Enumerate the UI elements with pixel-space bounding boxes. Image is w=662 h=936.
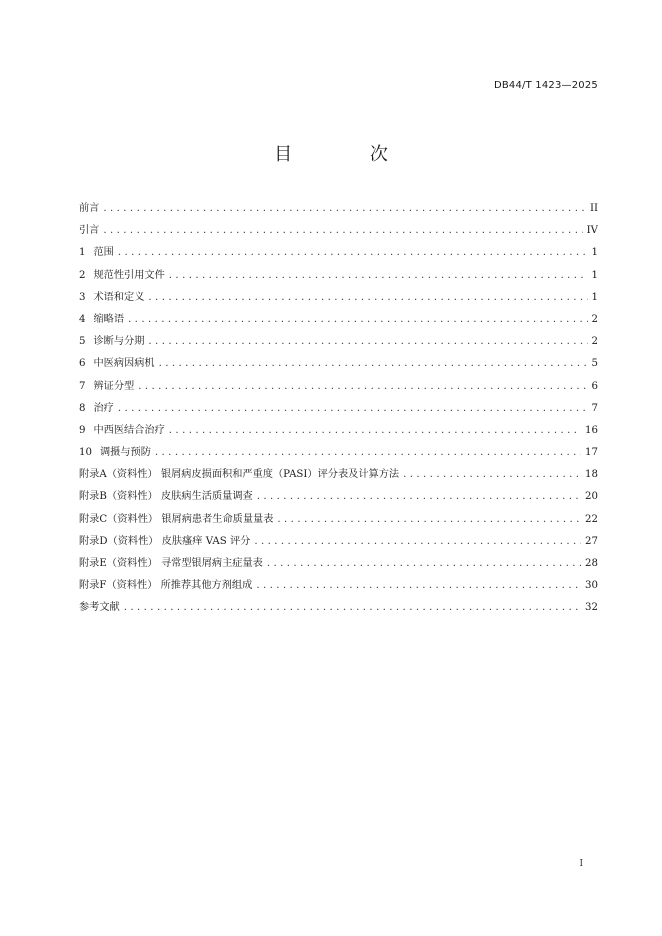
toc-entry-title: 中西医结合治疗 — [93, 424, 165, 436]
toc-entry-page: IV — [586, 225, 598, 237]
toc-entry-number: 8 — [79, 402, 86, 414]
toc-entry-number: 2 — [79, 269, 86, 281]
toc-entry-page: II — [589, 203, 598, 214]
toc-entry-number: 5 — [79, 336, 86, 348]
toc-leader-dots — [267, 558, 581, 569]
toc-entry[interactable] — [79, 332, 598, 354]
toc-entry-page: 16 — [585, 424, 598, 436]
document-code: DB44/T 1423—2025 — [493, 80, 598, 91]
toc-leader-dots — [118, 247, 588, 258]
toc-entry-title: 规范性引用文件 — [93, 269, 165, 281]
toc-entry[interactable] — [79, 288, 598, 310]
toc-leader-dots — [128, 314, 587, 325]
toc-entry-title: 附录F（资料性） 所推荐其他方剂组成 — [79, 580, 253, 592]
toc-entry-page: 17 — [585, 447, 598, 459]
toc-entry-title: 附录D（资料性） 皮肤瘙痒 VAS 评分 — [79, 535, 251, 547]
toc-entry-page: 1 — [591, 269, 598, 281]
toc-entry-page: 2 — [591, 336, 598, 348]
toc-entry[interactable] — [79, 598, 598, 620]
toc-entry-page: 28 — [585, 558, 598, 569]
toc-entry-title: 前言 — [79, 203, 100, 214]
toc-leader-dots — [169, 425, 581, 436]
toc-entry-title: 引言 — [79, 225, 100, 237]
toc-entry-number: 9 — [79, 424, 86, 436]
toc-entry-title: 附录E（资料性） 寻常型银屑病主症量表 — [79, 558, 263, 569]
toc-entry-title: 术语和定义 — [93, 291, 145, 303]
toc-leader-dots — [256, 580, 581, 591]
toc-leader-dots — [138, 381, 587, 392]
toc-leader-dots — [257, 491, 581, 502]
toc-entry-page: 27 — [585, 535, 598, 547]
toc-entry-page: 18 — [585, 469, 598, 481]
toc-entry-page: 6 — [591, 380, 598, 392]
toc-entry-title: 治疗 — [93, 402, 114, 414]
page-title: 目 次 — [274, 144, 424, 165]
toc-leader-dots — [103, 203, 586, 214]
toc-entry-page: 7 — [591, 402, 598, 414]
toc-entry[interactable] — [79, 465, 598, 487]
toc-leader-dots — [277, 514, 581, 525]
toc-entry[interactable] — [79, 266, 598, 288]
toc-leader-dots — [169, 270, 588, 281]
toc-entry[interactable] — [79, 554, 598, 576]
toc-leader-dots — [254, 536, 581, 547]
toc-entry[interactable] — [79, 399, 598, 421]
toc-entry-title: 参考文献 — [79, 602, 120, 614]
toc-entry-title: 辨证分型 — [93, 380, 135, 392]
toc-leader-dots — [403, 469, 581, 480]
page-number: I — [579, 859, 583, 869]
toc-entry-page: 1 — [591, 247, 598, 259]
toc-entry-number: 10 — [79, 447, 92, 459]
toc-entry-number: 4 — [79, 313, 86, 325]
toc-entry-number: 7 — [79, 380, 86, 392]
toc-leader-dots — [155, 447, 581, 458]
table-of-contents — [79, 199, 598, 621]
toc-entry[interactable] — [79, 354, 598, 376]
toc-leader-dots — [103, 225, 582, 236]
toc-entry-page: 30 — [585, 580, 598, 592]
toc-entry[interactable] — [79, 243, 598, 265]
toc-entry-title: 附录C（资料性） 银屑病患者生命质量量表 — [79, 513, 274, 525]
toc-entry[interactable] — [79, 443, 598, 465]
toc-entry-title: 范围 — [93, 247, 114, 259]
toc-entry-title: 缩略语 — [93, 313, 125, 325]
toc-entry-page: 2 — [591, 313, 598, 325]
toc-entry-title: 诊断与分期 — [93, 336, 145, 348]
toc-entry[interactable] — [79, 421, 598, 443]
toc-entry-title: 调摄与预防 — [99, 447, 151, 459]
toc-entry[interactable] — [79, 510, 598, 532]
toc-entry[interactable] — [79, 310, 598, 332]
toc-entry-page: 32 — [585, 602, 598, 614]
toc-entry-title: 附录B（资料性） 皮肤病生活质量调查 — [79, 491, 253, 503]
toc-entry-title: 附录A（资料性） 银屑病皮损面积和严重度（PASI）评分表及计算方法 — [79, 469, 400, 481]
toc-entry[interactable] — [79, 377, 598, 399]
toc-entry[interactable] — [79, 487, 598, 509]
toc-entry-number: 6 — [79, 358, 86, 370]
toc-entry-page: 20 — [585, 491, 598, 503]
toc-entry[interactable] — [79, 576, 598, 598]
toc-entry-page: 22 — [585, 513, 598, 525]
toc-entry-number: 3 — [79, 291, 86, 303]
toc-entry[interactable] — [79, 532, 598, 554]
toc-entry[interactable] — [79, 221, 598, 243]
toc-entry-page: 1 — [591, 291, 598, 303]
toc-leader-dots — [148, 336, 587, 347]
toc-entry-page: 5 — [591, 358, 598, 370]
toc-leader-dots — [124, 602, 581, 613]
toc-entry-title: 中医病因病机 — [93, 358, 155, 370]
toc-leader-dots — [148, 292, 587, 303]
toc-leader-dots — [118, 403, 588, 414]
toc-leader-dots — [159, 358, 588, 369]
toc-entry-number: 1 — [79, 247, 86, 259]
toc-entry[interactable] — [79, 199, 598, 221]
